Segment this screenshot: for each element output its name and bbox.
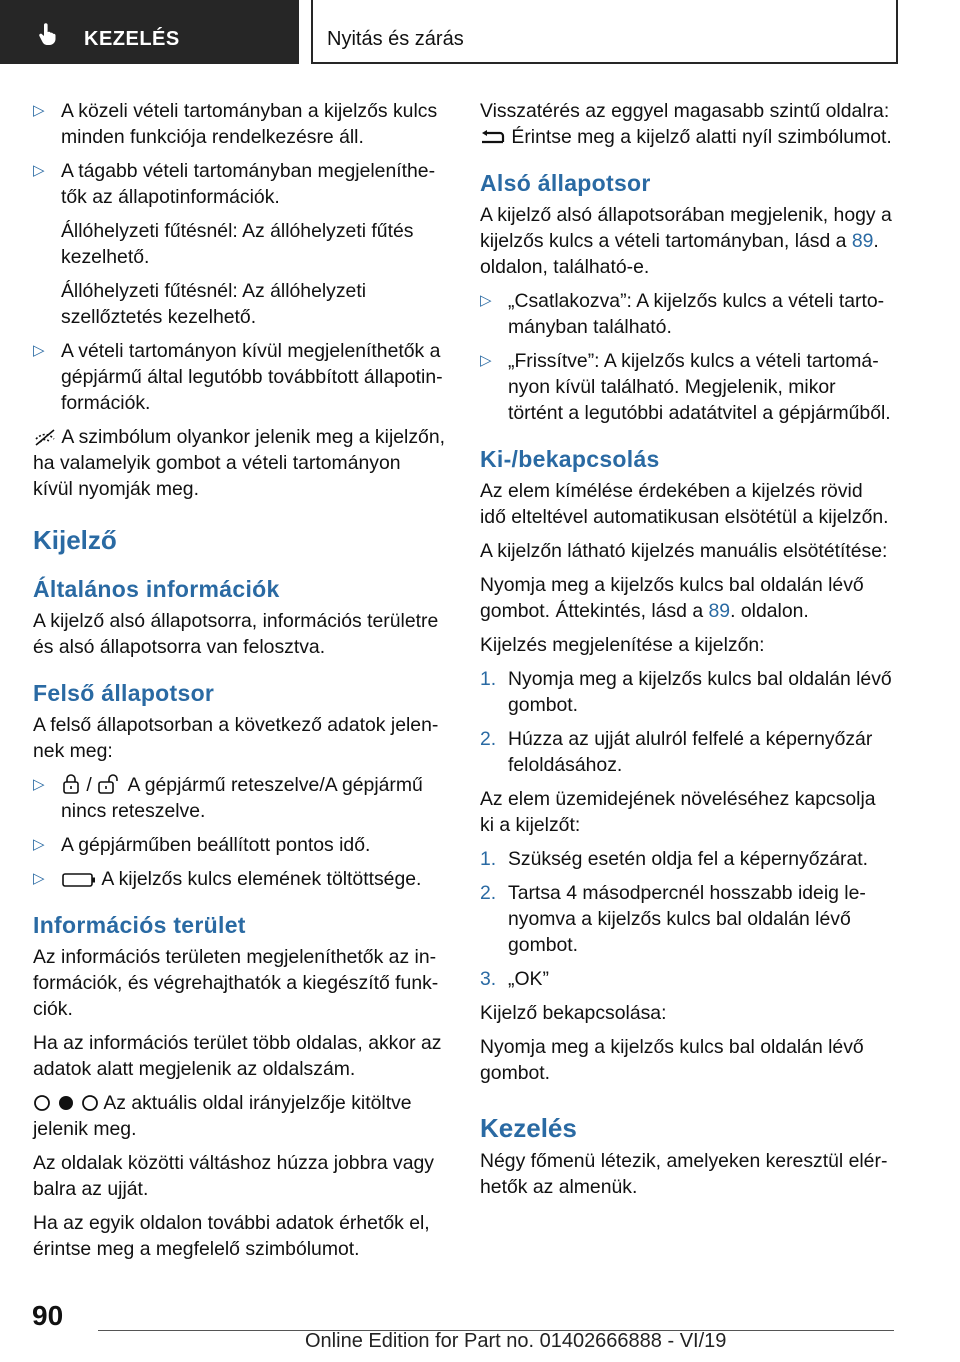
page-number: 90 [32,1300,64,1331]
topic-tab [311,0,898,64]
step-item: 2. Húzza az ujját alulról felfelé a képernyőzár feloldásához. [480,728,873,776]
edition-footer: Online Edition for Part no. 01402666888 - VI/19 [305,1330,727,1352]
bullet-marker-icon: ▷ [480,352,492,369]
list-item: ▷ „Frissítve”: A kijelzős kulcs a vételi tartományon kívül található. Megjelenik, mikor történt a legutóbbi adatátvitel a gépjárműből. [480,350,891,424]
list-item: ▷ A gépjárműben beállított pontos idő. [33,834,371,856]
paragraph: Kijelzés megjelenítése a kijelzőn: [480,634,765,656]
paragraph: Az oldalak közötti váltáshoz húzza jobbra vagy balra az ujját. [33,1152,434,1200]
paragraph: Ha az egyik oldalon további adatok érhetők el, érintse meg a megfelelő szimbólumot. [33,1212,430,1260]
paragraph: A kijelző alsó állapotsorában megjelenik, hogy a kijelzős kulcs a vételi tartományban, lásd a 89. oldalon, található-e. [480,204,892,278]
no-signal-icon [33,427,57,447]
paragraph: Az elem üzemidejének növeléséhez kapcsolja ki a kijelzőt: [480,788,876,836]
lock-open-icon [97,773,123,795]
paragraph: A felső állapotsorban a következő adatok jelennek meg: [33,714,439,762]
bullet-marker-icon: ▷ [33,102,45,119]
sub-paragraph: Állóhelyzeti fűtésnél: Az állóhelyzeti fűtés kezelhető. [61,220,414,268]
bullet-marker-icon: ▷ [33,162,45,179]
paragraph: Kijelző bekapcsolása: [480,1002,667,1024]
list-item: ▷ / A gépjármű reteszelve/A gépjármű nincs reteszelve. [33,774,423,822]
step-item: 2. Tartsa 4 másodpercnél hosszabb ideig lenyomva a kijelzős kulcs bal oldalán lévő gombot. [480,882,866,956]
paragraph: Négy főmenü létezik, amelyeken keresztül elérhetők az almenük. [480,1150,888,1198]
paragraph: Az információs területen megjeleníthetők az információk, és végrehajthatók a kiegészítő funkciók. [33,946,439,1020]
page-link[interactable]: 89 [708,600,731,622]
back-arrow-icon [480,129,506,147]
heading-bottom-status-bar: Alsó állapotsor [480,170,651,196]
sub-paragraph: Állóhelyzeti fűtésnél: Az állóhelyzeti szellőztetés kezelhető. [61,280,367,328]
paragraph: Nyomja meg a kijelzős kulcs bal oldalán lévő gombot. [480,1036,864,1084]
section-tab [0,0,299,64]
paragraph: Visszatérés az eggyel magasabb szintű oldalra: Érintse meg a kijelző alatti nyíl szimbólumot. [480,100,892,148]
symbol-note: A szimbólum olyankor jelenik meg a kijelzőn, ha valamelyik gombot a vételi tartományon kívül nyomják meg. [33,426,445,500]
right-column [480,98,892,1208]
page-link[interactable]: 89 [851,230,874,252]
left-column [33,98,445,1270]
heading-kijelzo: Kijelző [33,525,117,555]
list-item: ▷ A közeli vételi tartományban a kijelzős kulcs minden funkciója rendelkezésre áll. [33,100,438,148]
paragraph: A kijelzőn látható kijelzés manuális elsötétítése: [480,540,888,562]
paragraph: Nyomja meg a kijelzős kulcs bal oldalán lévő gombot. Áttekintés, lásd a 89. oldalon. [480,574,864,622]
page-header [0,0,960,66]
heading-top-status-bar: Felső állapotsor [33,680,215,706]
paragraph: A kijelző alsó állapotsorra, információs területre és alsó állapotsorra van felosztva. [33,610,439,658]
heading-info-area: Információs terület [33,912,246,938]
step-item: 1. Nyomja meg a kijelzős kulcs bal oldalán lévő gombot. [480,668,892,716]
page-indicator-dots-icon [33,1093,99,1113]
lock-closed-icon [61,773,81,795]
bullet-marker-icon: ▷ [33,776,45,793]
list-item: ▷ A vételi tartományon kívül megjeleníthetők a gépjármű által legutóbb továbbított állapotinformációk. [33,340,443,414]
bullet-marker-icon: ▷ [33,836,45,853]
heading-on-off: Ki-/bekapcsolás [480,446,660,472]
heading-operation: Kezelés [480,1113,577,1143]
list-item: ▷ A tágabb vételi tartományban megjeleníthetők az állapotinformációk. [33,160,436,208]
bullet-marker-icon: ▷ [33,870,45,887]
battery-icon [61,871,97,889]
section-tab-label: KEZELÉS [84,28,180,50]
bullet-marker-icon: ▷ [480,292,492,309]
paragraph: Ha az információs terület több oldalas, akkor az adatok alatt megjelenik az oldalszám. [33,1032,442,1080]
paragraph: Az elem kímélése érdekében a kijelzés rövid idő elteltével automatikusan elsötétül a kijelzőn. [480,480,889,528]
step-item: 3. „OK” [480,968,549,990]
bullet-marker-icon: ▷ [33,342,45,359]
step-item: 1. Szükség esetén oldja fel a képernyőzárat. [480,848,869,870]
topic-tab-label: Nyitás és zárás [327,28,464,50]
list-item: ▷ A kijelzős kulcs elemének töltöttsége. [33,868,422,890]
page-dots-note: Az aktuális oldal irányjelzője kitöltve jelenik meg. [33,1092,412,1140]
hand-pointer-icon [36,22,60,46]
heading-general-info: Általános információk [33,576,280,602]
list-item: ▷ „Csatlakozva”: A kijelzős kulcs a vételi tartományban található. [480,290,885,338]
